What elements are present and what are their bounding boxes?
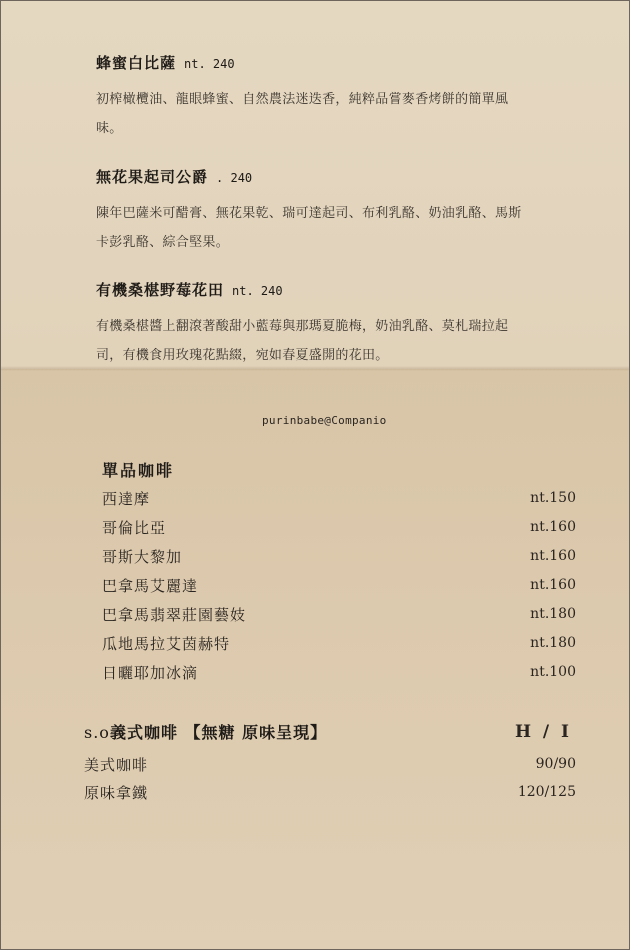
photo-watermark: purinbabe@Companio <box>262 414 387 427</box>
coffee-item <box>102 517 576 539</box>
coffee-name: 日曬耶加冰滴 <box>102 664 199 682</box>
dish-mulberry-berry-garden <box>96 279 566 370</box>
dish-description-line: 初榨橄欖油、龍眼蜂蜜、自然農法迷迭香，純粹品嘗麥香烤餅的簡單風 <box>96 92 509 107</box>
coffee-price: nt.100 <box>530 664 576 680</box>
coffee-price: nt.160 <box>530 548 576 564</box>
coffee-item <box>102 662 576 684</box>
coffee-price: nt.150 <box>530 490 576 506</box>
dish-fig-cheese-duke <box>96 166 566 257</box>
coffee-item <box>102 488 576 510</box>
espresso-price: 120/125 <box>517 784 576 800</box>
dish-title <box>96 279 566 300</box>
espresso-header <box>84 720 576 744</box>
espresso-title-text: 義式咖啡 【無糖 原味呈現】 <box>109 723 328 742</box>
espresso-name: 原味拿鐵 <box>84 784 149 802</box>
coffee-item <box>102 604 576 626</box>
espresso-item <box>84 754 576 776</box>
coffee-item <box>102 633 576 655</box>
coffee-name: 哥斯大黎加 <box>102 548 183 566</box>
espresso-prefix: s.o <box>84 723 110 742</box>
espresso-item <box>84 782 576 804</box>
dish-description-line: 有機桑椹醬上翻滾著酸甜小藍莓與那瑪夏脆梅，奶油乳酪、莫札瑞拉起 <box>96 319 509 334</box>
coffee-item <box>102 575 576 597</box>
dish-description-line: 味。 <box>96 121 123 136</box>
dish-description <box>96 312 566 370</box>
coffee-price: nt.160 <box>530 519 576 535</box>
dish-title <box>96 52 566 73</box>
coffee-price: nt.180 <box>530 606 576 622</box>
dish-price: nt. 240 <box>232 284 283 298</box>
dish-description <box>96 85 566 143</box>
dish-price: . 240 <box>216 171 253 185</box>
espresso-name: 美式咖啡 <box>84 756 149 774</box>
coffee-name: 西達摩 <box>102 490 151 508</box>
dish-name: 無花果起司公爵 <box>96 168 209 186</box>
coffee-name: 瓜地馬拉艾茵赫特 <box>102 635 231 653</box>
coffee-name: 哥倫比亞 <box>102 519 167 537</box>
dish-price: nt. 240 <box>184 57 235 71</box>
dish-description-line: 司，有機食用玫瑰花點綴，宛如春夏盛開的花田。 <box>96 348 389 363</box>
coffee-price: nt.160 <box>530 577 576 593</box>
coffee-name: 巴拿馬艾麗達 <box>102 577 199 595</box>
espresso-price: 90/90 <box>535 756 576 772</box>
dish-name: 有機桑椹野莓花田 <box>96 281 225 299</box>
dish-title <box>96 166 566 187</box>
espresso-title <box>84 720 327 743</box>
single-origin-title: 單品咖啡 <box>102 461 175 480</box>
hot-iced-label: H / I <box>514 722 572 742</box>
coffee-name: 巴拿馬翡翠莊園藝妓 <box>102 606 247 624</box>
dish-description <box>96 199 566 257</box>
dish-description-line: 陳年巴薩米可醋膏、無花果乾、瑞可達起司、布利乳酪、奶油乳酪、馬斯 <box>96 206 522 221</box>
coffee-price: nt.180 <box>530 635 576 651</box>
dish-name: 蜂蜜白比薩 <box>96 54 177 72</box>
dish-honey-white-pizza <box>96 52 566 143</box>
dish-description-line: 卡彭乳酪、綜合堅果。 <box>96 235 230 250</box>
coffee-item <box>102 546 576 568</box>
